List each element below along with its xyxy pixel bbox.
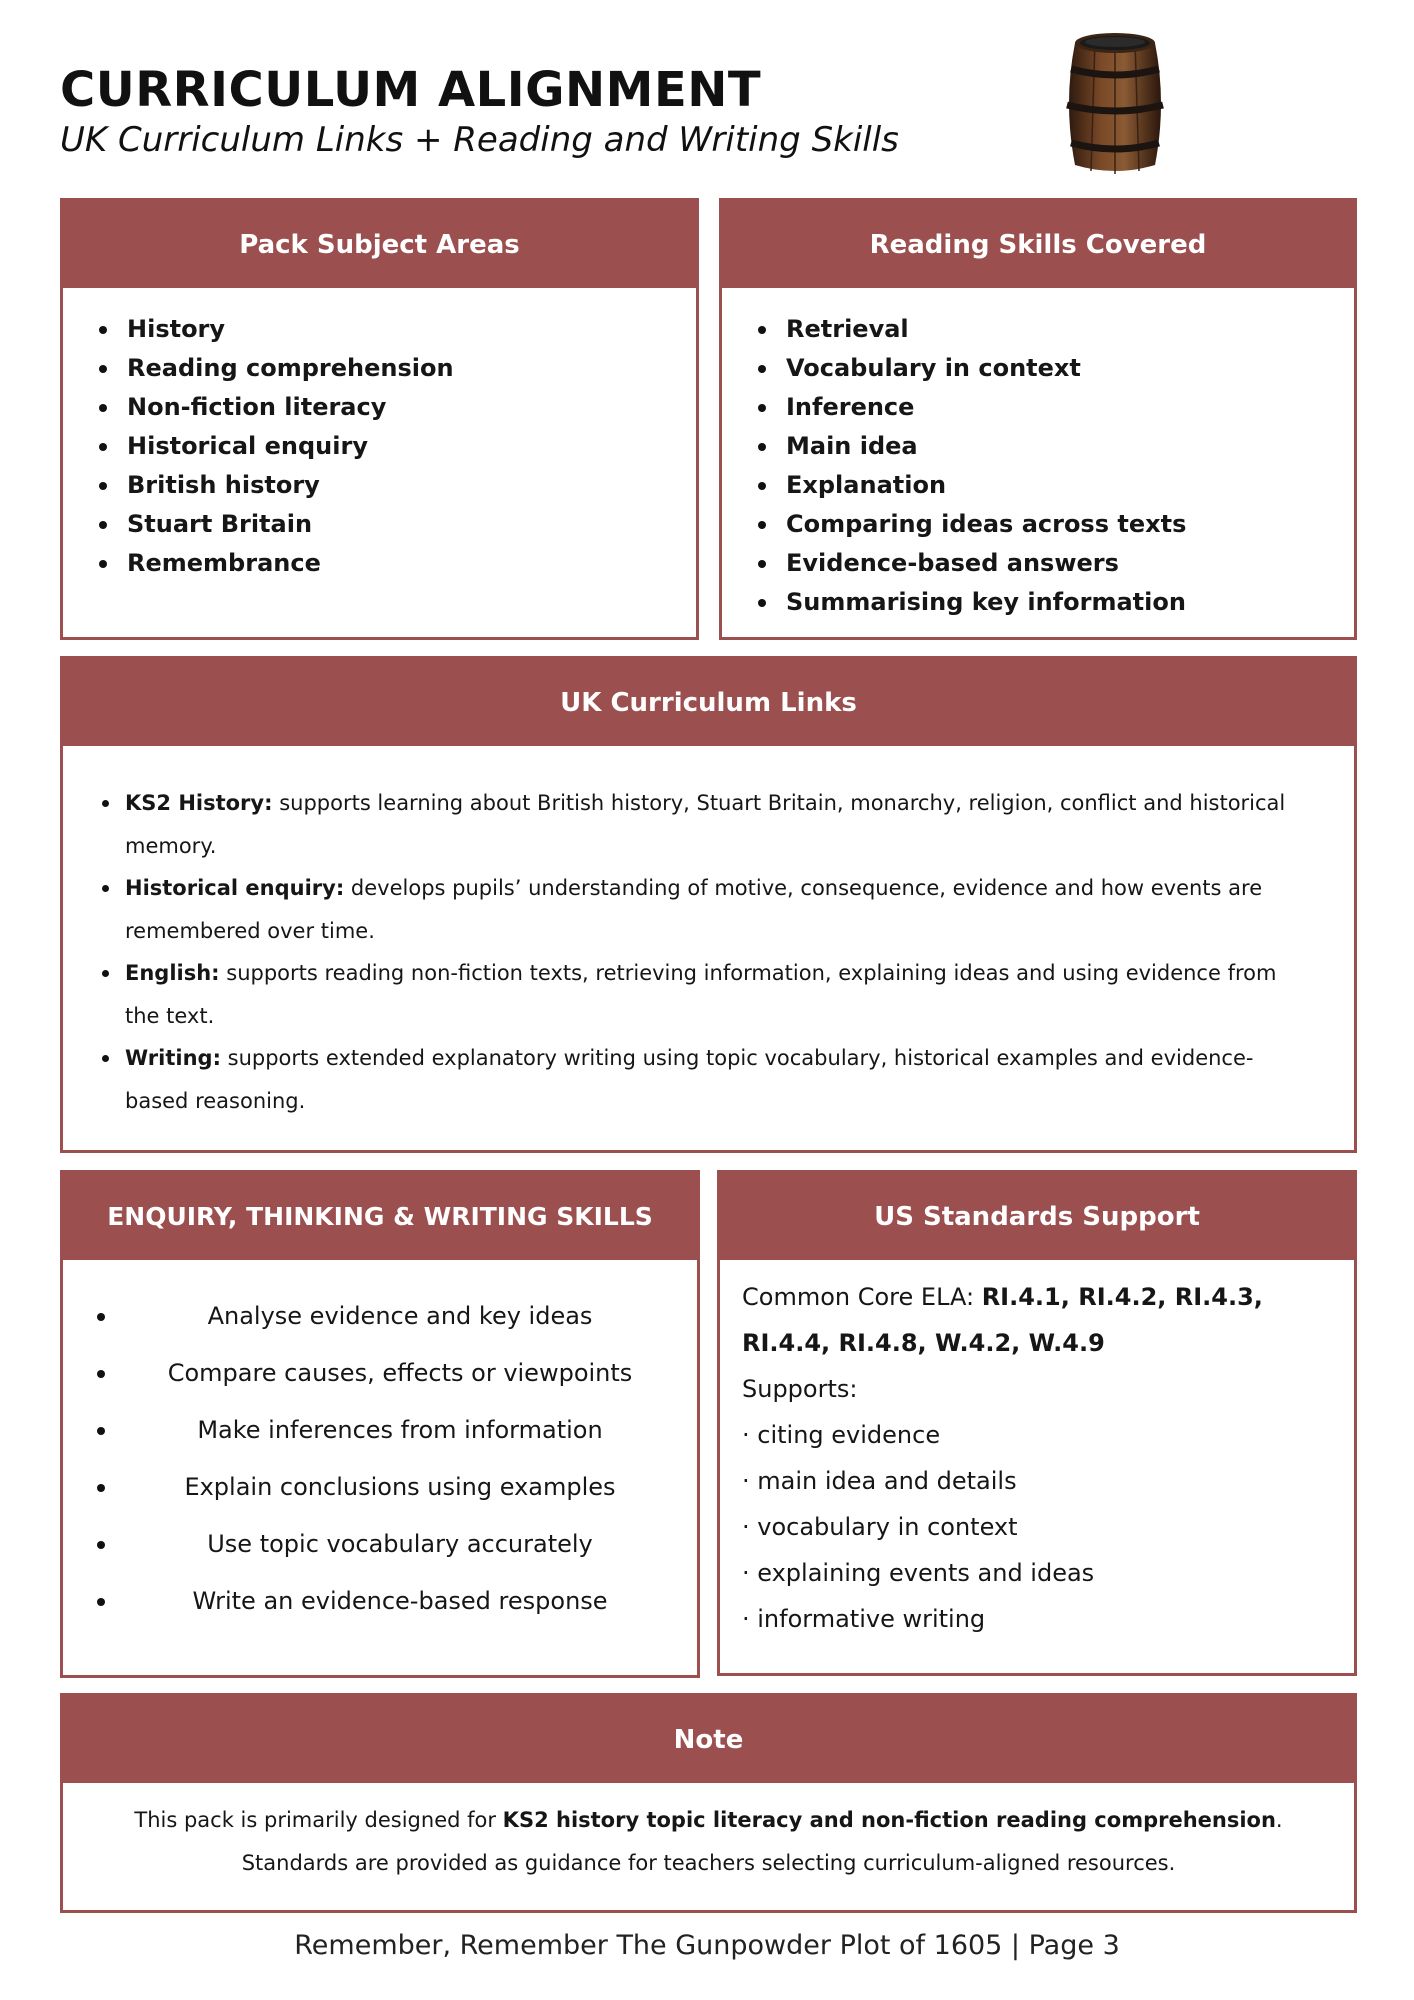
list-item: Stuart Britain (97, 505, 696, 544)
gunpowder-barrel-icon (1055, 25, 1175, 180)
list-item: Main idea (756, 427, 1354, 466)
list-item: Explanation (756, 466, 1354, 505)
list-item: Compare causes, effects or viewpoints (63, 1345, 697, 1402)
list-item: Explain conclusions using examples (63, 1459, 697, 1516)
list-item: History (97, 310, 696, 349)
link-text: supports reading non-fiction texts, retrieving information, explaining ideas and using evidence from the text. (125, 961, 1277, 1028)
page-subtitle: UK Curriculum Links + Reading and Writing Skills (60, 120, 899, 160)
enquiry-skills-panel (60, 1170, 700, 1678)
note-period: . (1275, 1808, 1283, 1832)
subject-areas-heading: Pack Subject Areas (63, 201, 696, 288)
list-item: Evidence-based answers (756, 544, 1354, 583)
us-standards-heading: US Standards Support (720, 1173, 1354, 1260)
list-item (101, 867, 1314, 952)
list-item: Remembrance (97, 544, 696, 583)
support-item: · explaining events and ideas (742, 1559, 1095, 1587)
uk-curriculum-links-heading: UK Curriculum Links (63, 659, 1354, 746)
subject-areas-panel (60, 198, 699, 640)
note-panel (60, 1693, 1357, 1913)
reading-skills-panel (719, 198, 1357, 640)
link-text: develops pupils’ understanding of motive, consequence, evidence and how events are remembered over time. (125, 876, 1263, 943)
support-item: · citing evidence (742, 1421, 941, 1449)
support-item: · vocabulary in context (742, 1513, 1018, 1541)
support-item: · main idea and details (742, 1467, 1017, 1495)
list-item: British history (97, 466, 696, 505)
list-item: Retrieval (756, 310, 1354, 349)
us-standards-body (720, 1260, 1354, 1642)
link-label: English: (125, 961, 220, 985)
reading-skills-heading: Reading Skills Covered (722, 201, 1354, 288)
page-title: CURRICULUM ALIGNMENT (60, 62, 762, 118)
note-intro: This pack is primarily designed for (134, 1808, 503, 1832)
link-text: supports extended explanatory writing using topic vocabulary, historical examples and evidence-based reasoning. (125, 1046, 1254, 1113)
link-label: Historical enquiry: (125, 876, 345, 900)
standards-codes: RI.4.1, RI.4.2, RI.4.3, (981, 1283, 1263, 1311)
list-item: Use topic vocabulary accurately (63, 1516, 697, 1573)
list-item: Make inferences from information (63, 1402, 697, 1459)
reading-skills-list (722, 288, 1354, 622)
enquiry-skills-heading: ENQUIRY, THINKING & WRITING SKILLS (63, 1173, 697, 1260)
note-heading: Note (63, 1696, 1354, 1783)
standards-codes-continued: RI.4.4, RI.4.8, W.4.2, W.4.9 (742, 1329, 1105, 1357)
list-item: Analyse evidence and key ideas (63, 1288, 697, 1345)
list-item: Inference (756, 388, 1354, 427)
note-emphasis: KS2 history topic literacy and non-fiction reading comprehension (502, 1808, 1276, 1832)
list-item: Reading comprehension (97, 349, 696, 388)
list-item: Vocabulary in context (756, 349, 1354, 388)
link-text: supports learning about British history, Stuart Britain, monarchy, religion, conflict and historical memory. (125, 791, 1286, 858)
us-standards-panel (717, 1170, 1357, 1676)
uk-curriculum-links-panel (60, 656, 1357, 1153)
list-item (101, 952, 1314, 1037)
standards-line (742, 1274, 1334, 1320)
standards-prefix: Common Core ELA: (742, 1283, 982, 1311)
supports-label: Supports: (742, 1375, 858, 1403)
list-item: Non-fiction literacy (97, 388, 696, 427)
list-item: Comparing ideas across texts (756, 505, 1354, 544)
list-item: Write an evidence-based response (63, 1573, 697, 1630)
uk-curriculum-links-list (63, 746, 1354, 1122)
note-body (63, 1783, 1354, 1885)
enquiry-skills-list (63, 1260, 697, 1630)
support-item: · informative writing (742, 1605, 986, 1633)
list-item (101, 782, 1314, 867)
note-line-1 (63, 1799, 1354, 1842)
list-item: Historical enquiry (97, 427, 696, 466)
link-label: KS2 History: (125, 791, 273, 815)
subject-areas-list (63, 288, 696, 583)
page-footer: Remember, Remember The Gunpowder Plot of 1605 | Page 3 (294, 1930, 1120, 1961)
link-label: Writing: (125, 1046, 221, 1070)
note-line-2: Standards are provided as guidance for teachers selecting curriculum-aligned resources. (241, 1851, 1176, 1875)
list-item: Summarising key information (756, 583, 1354, 622)
list-item (101, 1037, 1314, 1122)
